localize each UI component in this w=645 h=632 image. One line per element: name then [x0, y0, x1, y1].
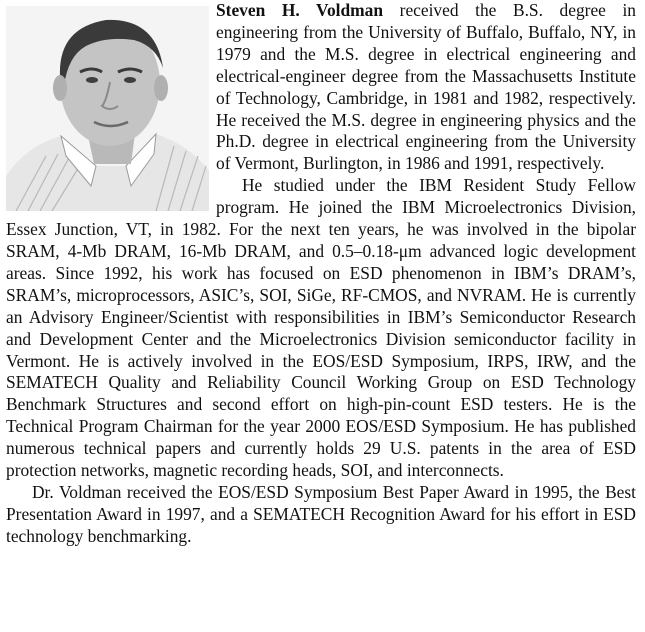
portrait-image	[6, 6, 209, 211]
bio-paragraph-3: Dr. Voldman received the EOS/ESD Symposium Best Paper Award in 1995, the Best Presentation Award in 1997, and a SEMATECH Recognition Award for his effort in ESD technology benchmarking.	[6, 481, 636, 546]
author-name: Steven H. Voldman	[216, 0, 384, 20]
biography	[6, 0, 636, 632]
bio-paragraph-1-text: received the B.S. degree in engineering from the University of Buffalo, Buffalo, NY, in 1979 and the M.S. degree in electrical engineering and electrical-engineer degree from the Massachusetts Institute of Technology, Cambridge, in 1981 and 1982, respectively. He received the M.S. degree in engineering physics and the Ph.D. degree in electrical engineering from the University of Vermont, Burlington, in 1986 and 1991, respectively.	[216, 0, 637, 174]
author-portrait-photo	[6, 6, 209, 211]
bio-paragraph-2: He studied under the IBM Resident Study Fellow program. He joined the IBM Microelectronics Division, Essex Junction, VT, in 1982. For the next ten years, he was involved in the bipolar SRAM, 4-Mb DRAM, 16-Mb DRAM, and 0.5–0.18-μm advanced logic development areas. Since 1992, his work has focused on ESD phenomenon in IBM’s DRAM’s, SRAM’s, microprocessors, ASIC’s, SOI, SiGe, RF-CMOS, and NVRAM. He is currently an Advisory Engineer/Scientist with responsibilities in IBM’s Semiconductor Research and Development Center and the Microelectronics Division semiconductor facility in Vermont. He is actively involved in the EOS/ESD Symposium, IRPS, IRW, and the SEMATECH Quality and Reliability Council Working Group on ESD Technology Benchmark Structures and second effort on high-pin-count ESD testers. He is the Technical Program Chairman for the year 2000 EOS/ESD Symposium. He has published numerous technical papers and currently holds 29 U.S. patents in the area of ESD protection networks, magnetic recording heads, SOI, and interconnects.	[6, 175, 636, 481]
